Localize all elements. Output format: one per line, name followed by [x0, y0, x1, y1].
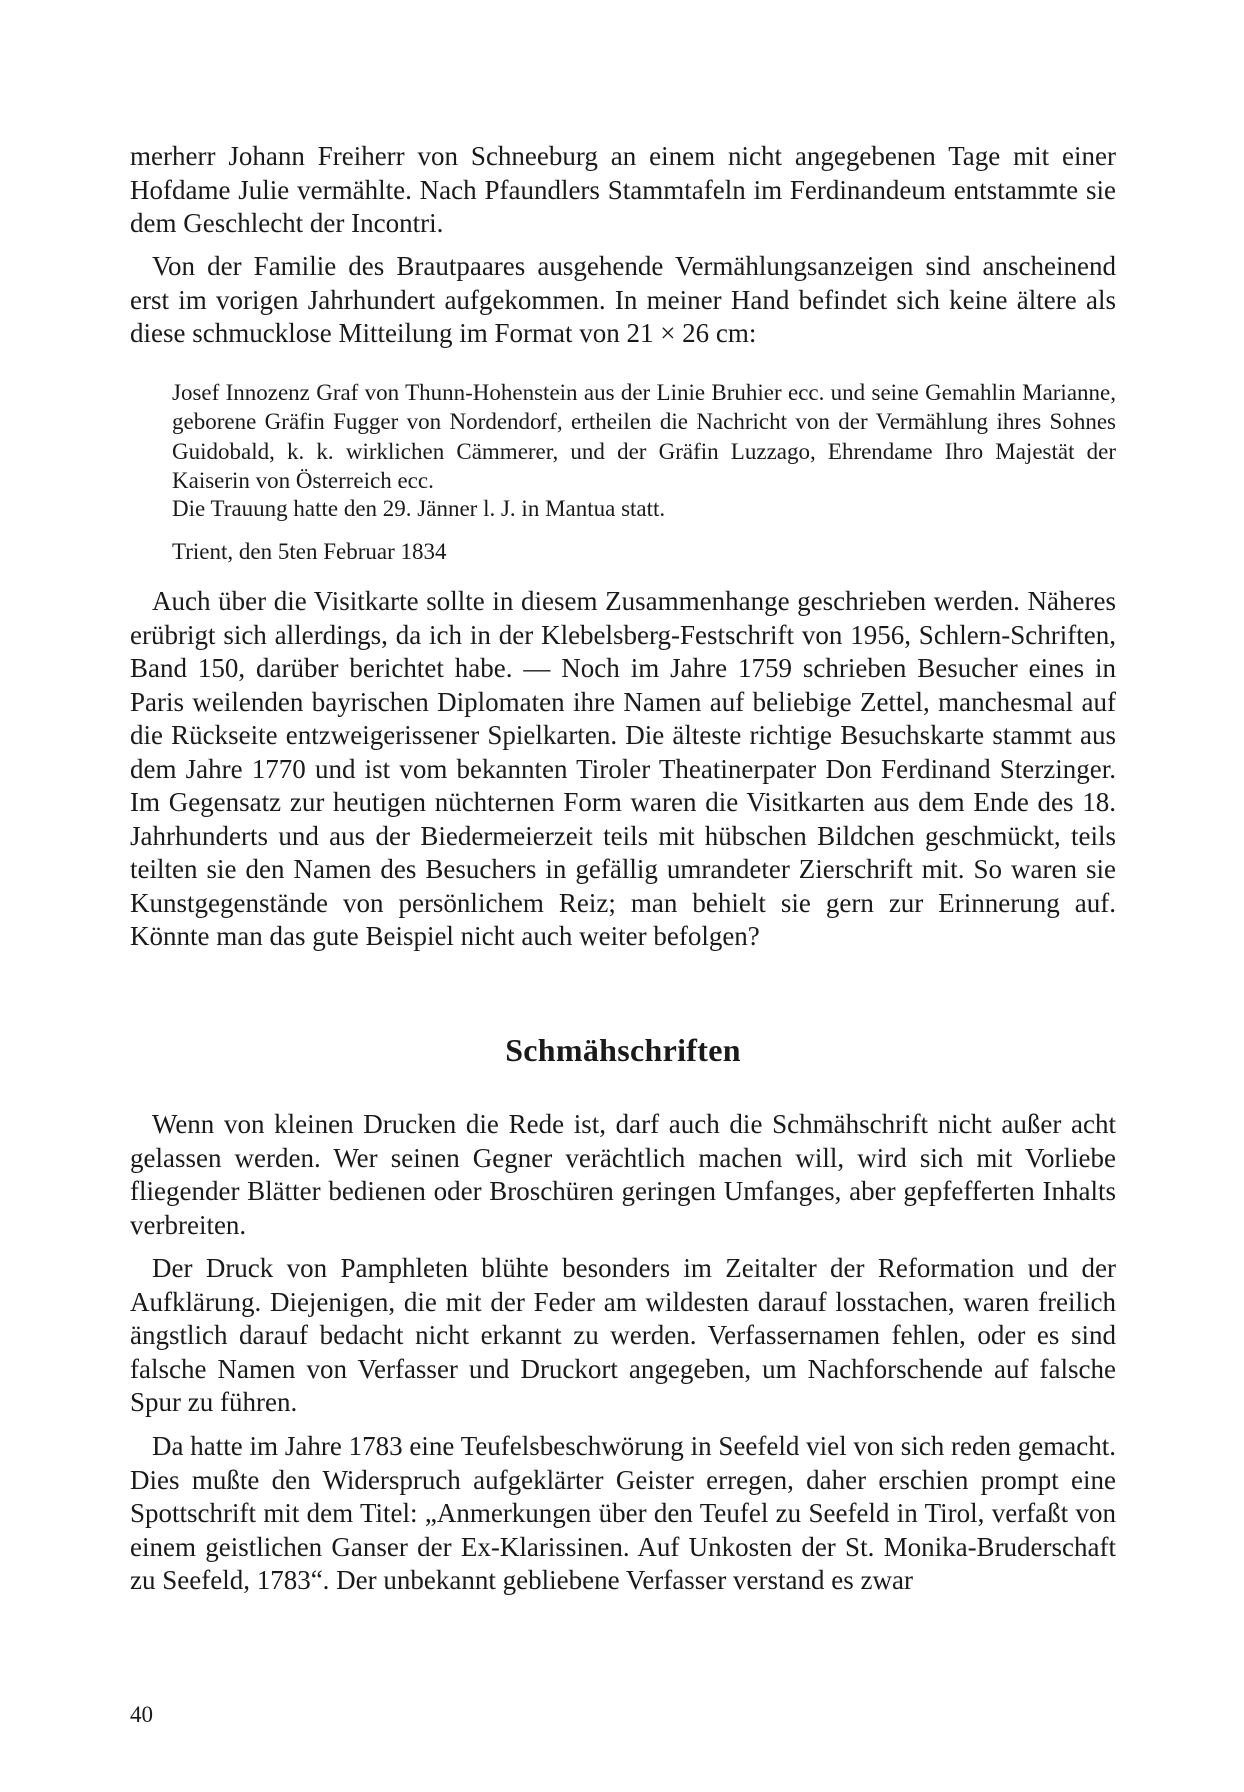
section-heading: Schmähschriften [505, 1032, 741, 1068]
quoted-date-line: Trient, den 5ten Februar 1834 [172, 539, 447, 564]
quoted-wedding-line: Die Trauung hatte den 29. Jänner l. J. in Mantua statt. [172, 496, 666, 521]
paragraph-pamphlete: Der Druck von Pamphleten blühte besonders im Zeitalter der Reformation und der Aufklärung. Diejenigen, die mit der Feder am wildesten darauf losstachen, waren freilich ängstlich darauf bedacht nicht erkannt zu werden. Verfassernamen fehlen, oder es sind falsche Namen von Verfasser und Druckort angegeben, um Nachforschende auf falsche Spur zu führen. [130, 1253, 1116, 1417]
page-number: 40 [130, 1702, 153, 1727]
quoted-announcement: Josef Innozenz Graf von Thunn-Hohenstein aus der Linie Bruhier ecc. und seine Gemahlin Marianne, geborene Gräfin Fugger von Nordendorf, ertheilen die Nachricht von der Vermählung ihres Sohnes Guidobald, k. k. wirklichen Cämmerer, und der Gräfin Luzzago, Ehrendame Ihro Majestät der Kaiserin von Österreich ecc. [172, 380, 1116, 494]
paragraph-announcements: Von der Familie des Brautpaares ausgehende Vermählungsanzeigen sind anscheinend erst im vorigen Jahrhundert aufgekommen. In meiner Hand befindet sich keine ältere als diese schmucklose Mitteilung im Format von 21 × 26 cm: [130, 251, 1116, 348]
paragraph-schmaehschrift-intro: Wenn von kleinen Drucken die Rede ist, darf auch die Schmähschrift nicht außer acht gelassen werden. Wer seinen Gegner verächtlich machen will, wird sich mit Vorliebe fliegender Blätter bedienen oder Broschüren geringen Umfanges, aber gepfefferten Inhalts verbreiten. [130, 1109, 1116, 1240]
paragraph-visitkarte: Auch über die Visitkarte sollte in diesem Zusammenhange geschrieben werden. Näheres erübrigt sich allerdings, da ich in der Klebelsberg-Festschrift von 1956, Schlern-Schriften, Band 150, darüber berichtet habe. — Noch im Jahre 1759 schrieben Besucher eines in Paris weilenden bayrischen Diplomaten ihre Namen auf beliebige Zettel, manchesmal auf die Rückseite entzweigerissener Spielkarten. Die älteste richtige Besuchskarte stammt aus dem Jahre 1770 und ist vom bekannten Tiroler Theatinerpater Don Ferdinand Sterzinger. Im Gegensatz zur heutigen nüchternen Form waren die Visitkarten aus dem Ende des 18. Jahrhunderts und aus der Biedermeierzeit teils mit hübschen Bildchen geschmückt, teils teilten sie den Namen des Besuchers in gefällig umrandeter Zierschrift mit. So waren sie Kunstgegenstände von persönlichem Reiz; man behielt sie gern zur Erinnerung auf. Könnte man das gute Beispiel nicht auch weiter befolgen? [130, 586, 1116, 951]
paragraph-seefeld: Da hatte im Jahre 1783 eine Teufelsbeschwörung in Seefeld viel von sich reden gemacht. Dies mußte den Widerspruch aufgeklärter Geister erregen, daher erschien prompt eine Spottschrift mit dem Titel: „Anmerkungen über den Teufel zu Seefeld in Tirol, verfaßt von einem geistlichen Ganser der Ex-Klarissinen. Auf Unkosten der St. Monika-Bruderschaft zu Seefeld, 1783“. Der unbekannt gebliebene Verfasser verstand es zwar [130, 1431, 1116, 1595]
paragraph-continuation: merherr Johann Freiherr von Schneeburg an einem nicht angegebenen Tage mit einer Hofdame Julie vermählte. Nach Pfaundlers Stammtafeln im Ferdinandeum entstammte sie dem Geschlecht der Incontri. [130, 141, 1116, 238]
